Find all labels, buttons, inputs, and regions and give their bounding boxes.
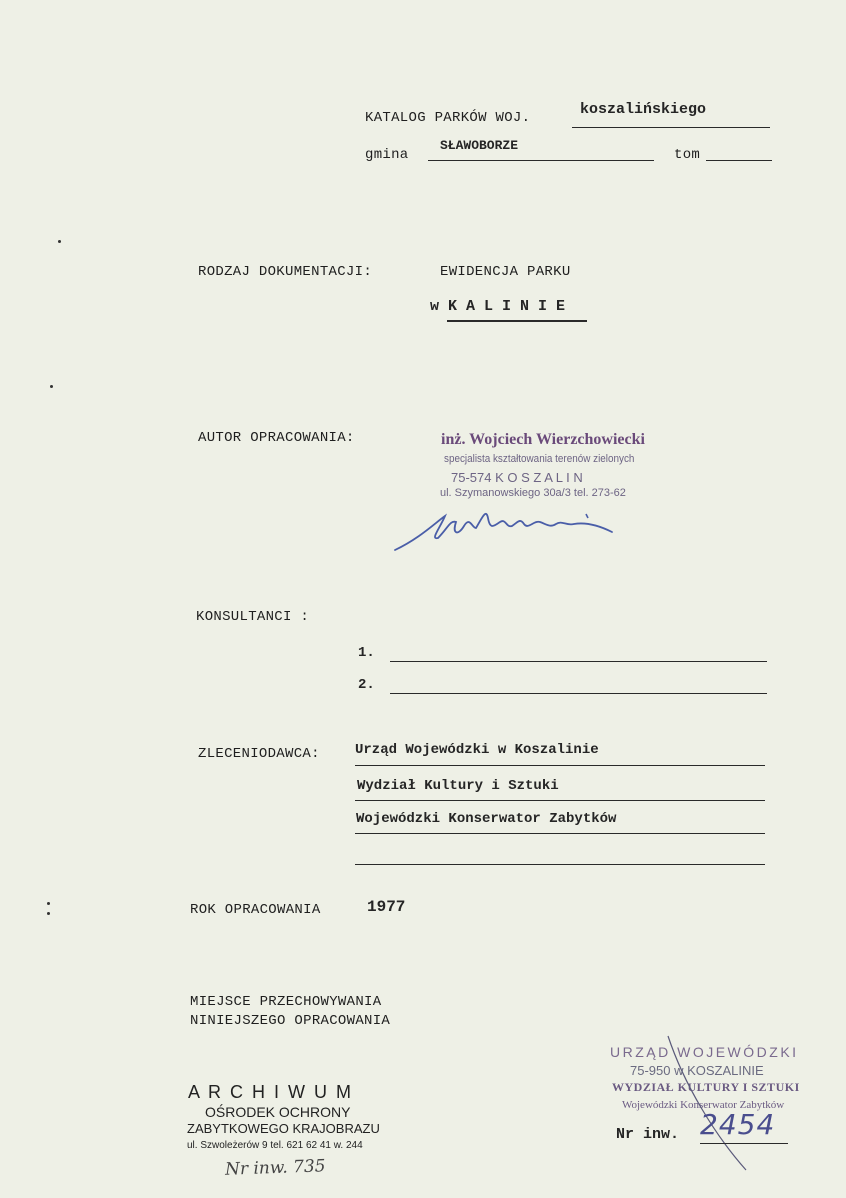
- client-line-2: Wydział Kultury i Sztuki: [357, 778, 559, 794]
- office-stamp-line1: URZĄD WOJEWÓDZKI: [610, 1044, 799, 1060]
- client-underline-4: [355, 864, 765, 865]
- documentation-label: RODZAJ DOKUMENTACJI:: [198, 264, 373, 280]
- archive-stamp-title: A R C H I W U M: [188, 1082, 353, 1102]
- archive-stamp-line3: ul. Szwoleżerów 9 tel. 621 62 41 w. 244: [187, 1140, 363, 1151]
- office-stamp-cross-line: [664, 1034, 754, 1174]
- archive-stamp-line1: OŚRODEK OCHRONY: [205, 1104, 351, 1120]
- gmina-underline: [428, 160, 654, 161]
- office-stamp-line2: 75-950 w KOSZALINIE: [630, 1063, 764, 1078]
- author-stamp-title: specjalista kształtowania terenów zielonych: [444, 453, 635, 465]
- client-label: ZLECENIODAWCA:: [198, 746, 320, 762]
- inventory-label: Nr inw.: [616, 1126, 680, 1143]
- client-underline-1: [355, 765, 765, 766]
- consultant-2-number: 2.: [358, 677, 375, 693]
- margin-dot: [58, 240, 61, 243]
- consultants-label: KONSULTANCI :: [196, 609, 310, 625]
- inventory-number: 2454: [700, 1108, 776, 1141]
- storage-label-2: NINIEJSZEGO OPRACOWANIA: [190, 1013, 391, 1029]
- catalog-label: KATALOG PARKÓW WOJ.: [365, 110, 531, 126]
- consultant-2-line: [390, 693, 767, 694]
- voivodeship-value: koszalińskiego: [580, 101, 707, 118]
- client-underline-3: [355, 833, 765, 834]
- gmina-value: SŁAWOBORZE: [440, 138, 519, 153]
- client-line-1: Urząd Wojewódzki w Koszalinie: [355, 742, 599, 758]
- documentation-underline: [447, 320, 587, 322]
- margin-dot: [47, 902, 50, 905]
- archive-stamp-line2: ZABYTKOWEGO KRAJOBRAZU: [187, 1121, 380, 1136]
- inventory-underline: [700, 1143, 788, 1144]
- documentation-value-1: EWIDENCJA PARKU: [440, 264, 571, 280]
- margin-dot: [50, 385, 53, 388]
- documentation-value-2: w K A L I N I E: [430, 298, 566, 315]
- voivodeship-underline: [572, 127, 770, 128]
- author-stamp-address: ul. Szymanowskiego 30a/3 tel. 273-62: [440, 487, 626, 499]
- office-stamp-line4: Wojewódzki Konserwator Zabytków: [622, 1099, 785, 1111]
- author-label: AUTOR OPRACOWANIA:: [198, 430, 355, 446]
- client-line-3: Wojewódzki Konserwator Zabytków: [356, 811, 617, 827]
- consultant-1-number: 1.: [358, 645, 375, 661]
- year-label: ROK OPRACOWANIA: [190, 902, 321, 918]
- year-value: 1977: [367, 898, 406, 916]
- tom-underline: [706, 160, 772, 161]
- author-signature: [390, 498, 630, 558]
- storage-label-1: MIEJSCE PRZECHOWYWANIA: [190, 994, 382, 1010]
- margin-dot: [47, 912, 50, 915]
- consultant-1-line: [390, 661, 767, 662]
- tom-label: tom: [674, 147, 701, 163]
- client-underline-2: [355, 800, 765, 801]
- author-stamp-city: 75-574 K O S Z A L I N: [451, 470, 583, 485]
- author-stamp-name: inż. Wojciech Wierzchowiecki: [441, 431, 645, 448]
- gmina-label: gmina: [365, 147, 409, 163]
- office-stamp-line3: WYDZIAŁ KULTURY I SZTUKI: [612, 1080, 800, 1094]
- handwritten-inventory: Nr inw. 735: [224, 1156, 326, 1180]
